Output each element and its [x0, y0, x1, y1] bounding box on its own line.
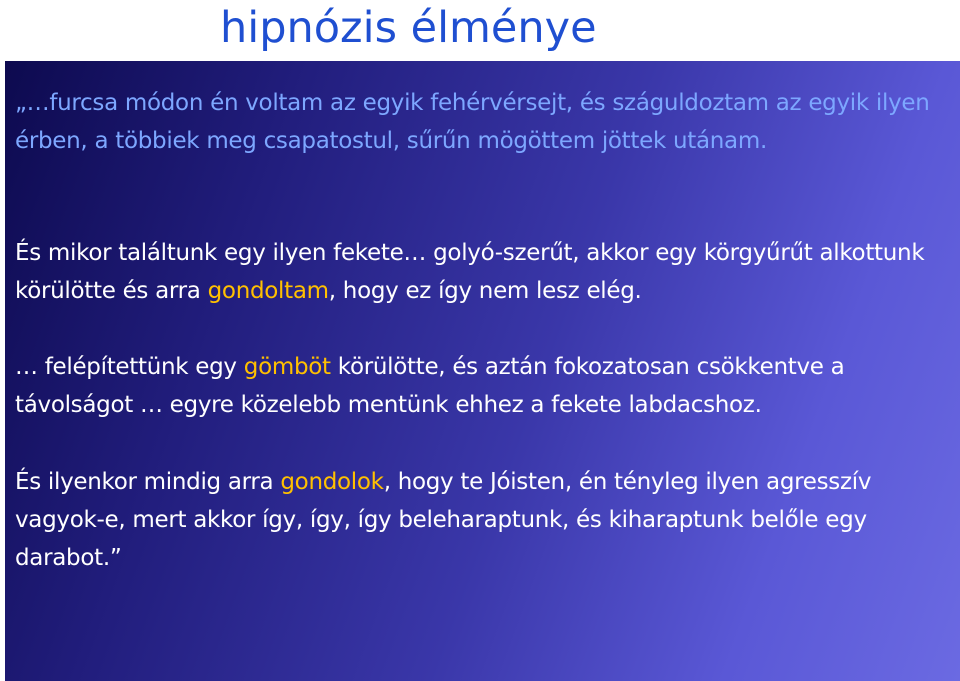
paragraph-quote-intro: „…furcsa módon én voltam az egyik fehérvérsejt, és száguldoztam az egyik ilyen érben, a többiek meg csapatostul, sűrűn mögöttem jöttek utánam. — [15, 90, 930, 154]
paragraph-ring — [15, 234, 935, 310]
paragraph-text: És mikor találtunk egy ilyen fekete… golyó-szerűt, akkor egy körgyűrűt alkottunk körülötte és arra — [15, 240, 925, 304]
highlight-word: gondolok — [280, 469, 384, 495]
paragraph-reflection — [15, 463, 935, 577]
paragraph-text: És ilyenkor mindig arra — [15, 469, 281, 495]
slide-title: hipnózis élménye — [220, 3, 597, 53]
paragraph-text: , hogy te Jóisten, én tényleg ilyen agresszív vagyok-e, mert akkor így, így, így beleharaptunk, és kiharaptunk belőle egy darabot.” — [15, 469, 872, 571]
highlight-word: gömböt — [243, 354, 331, 380]
content-panel — [5, 61, 960, 681]
highlight-word: gondoltam — [207, 278, 329, 304]
paragraph-text: … felépítettünk egy — [15, 354, 244, 380]
paragraph-text: körülötte, és aztán fokozatosan csökkentve a távolságot … egyre közelebb mentünk ehhez a fekete labdacshoz. — [15, 354, 845, 418]
paragraph-text: , hogy ez így nem lesz elég. — [328, 278, 642, 304]
paragraph-sphere — [15, 348, 935, 424]
